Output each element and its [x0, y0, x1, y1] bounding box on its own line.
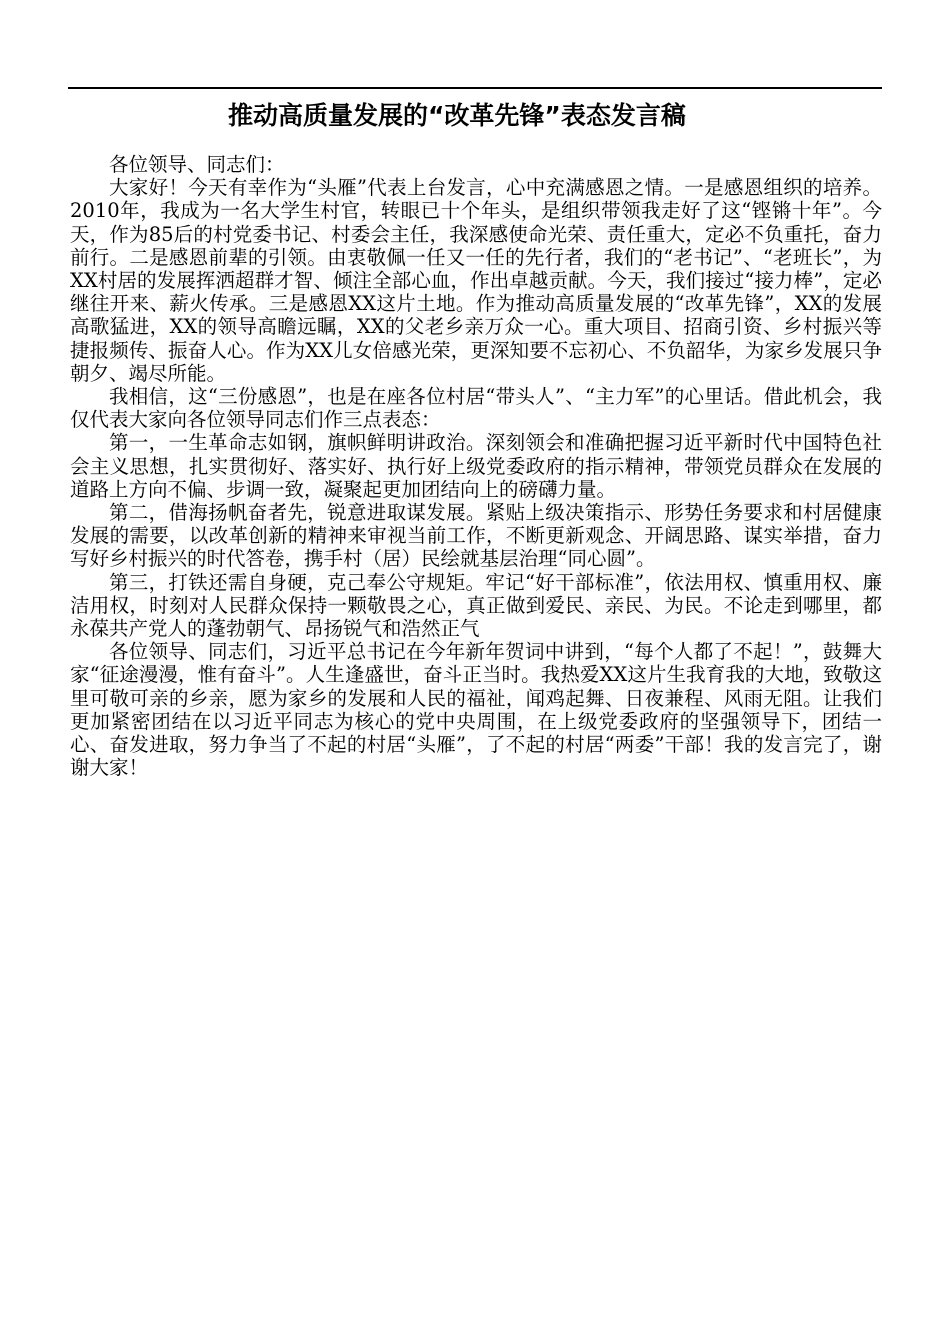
document-body	[70, 153, 882, 779]
body-paragraph: 大家好！今天有幸作为“头雁”代表上台发言，心中充满感恩之情。一是感恩组织的培养。2010年，我成为一名大学生村官，转眼已十个年头，是组织带领我走好了这“铿锵十年”。今天，作为85后的村党委书记、村委会主任，我深感使命光荣、责任重大，定必不负重托，奋力前行。二是感恩前辈的引领。由衷敬佩一任又一任的先行者，我们的“老书记”、“老班长”，为XX村居的发展挥洒超群才智、倾注全部心血，作出卓越贡献。今天，我们接过“接力棒”，定必继往开来、薪火传承。三是感恩XX这片土地。作为推动高质量发展的“改革先锋”，XX的发展高歌猛进，XX的领导高瞻远瞩，XX的父老乡亲万众一心。重大项目、招商引资、乡村振兴等捷报频传、振奋人心。作为XX儿女倍感光荣，更深知要不忘初心、不负韶华，为家乡发展只争朝夕、竭尽所能。	[70, 176, 882, 385]
body-paragraph: 第二，借海扬帆奋者先，锐意进取谋发展。紧贴上级决策指示、形势任务要求和村居健康发展的需要，以改革创新的精神来审视当前工作，不断更新观念、开阔思路、谋实举措，奋力写好乡村振兴的时代答卷，携手村（居）民绘就基层治理“同心圆”。	[70, 501, 882, 571]
body-paragraph: 第一，一生革命志如钢，旗帜鲜明讲政治。深刻领会和准确把握习近平新时代中国特色社会主义思想，扎实贯彻好、落实好、执行好上级党委政府的指示精神，带领党员群众在发展的道路上方向不偏、步调一致，凝聚起更加团结向上的磅礴力量。	[70, 431, 882, 501]
document-title: 推动高质量发展的“改革先锋”表态发言稿	[228, 101, 686, 130]
closing-paragraph: 各位领导、同志们，习近平总书记在今年新年贺词中讲到，“每个人都了不起！”，鼓舞大家“征途漫漫，惟有奋斗”。人生逢盛世，奋斗正当时。我热爱XX这片生我育我的大地，致敬这里可敬可亲的乡亲，愿为家乡的发展和人民的福祉，闻鸡起舞、日夜兼程、风雨无阻。让我们更加紧密团结在以习近平同志为核心的党中央周围，在上级党委政府的坚强领导下，团结一心、奋发进取，努力争当了不起的村居“头雁”，了不起的村居“两委”干部！我的发言完了，谢谢大家！	[70, 640, 882, 780]
body-paragraph: 我相信，这“三份感恩”，也是在座各位村居“带头人”、“主力军”的心里话。借此机会，我仅代表大家向各位领导同志们作三点表态：	[70, 385, 882, 432]
salutation-paragraph: 各位领导、同志们：	[109, 153, 285, 176]
header-rule	[68, 87, 882, 89]
body-paragraph: 第三，打铁还需自身硬，克己奉公守规矩。牢记“好干部标准”，依法用权、慎重用权、廉洁用权，时刻对人民群众保持一颗敬畏之心，真正做到爱民、亲民、为民。不论走到哪里，都永葆共产党人的蓬勃朝气、昂扬锐气和浩然正气	[70, 570, 882, 641]
